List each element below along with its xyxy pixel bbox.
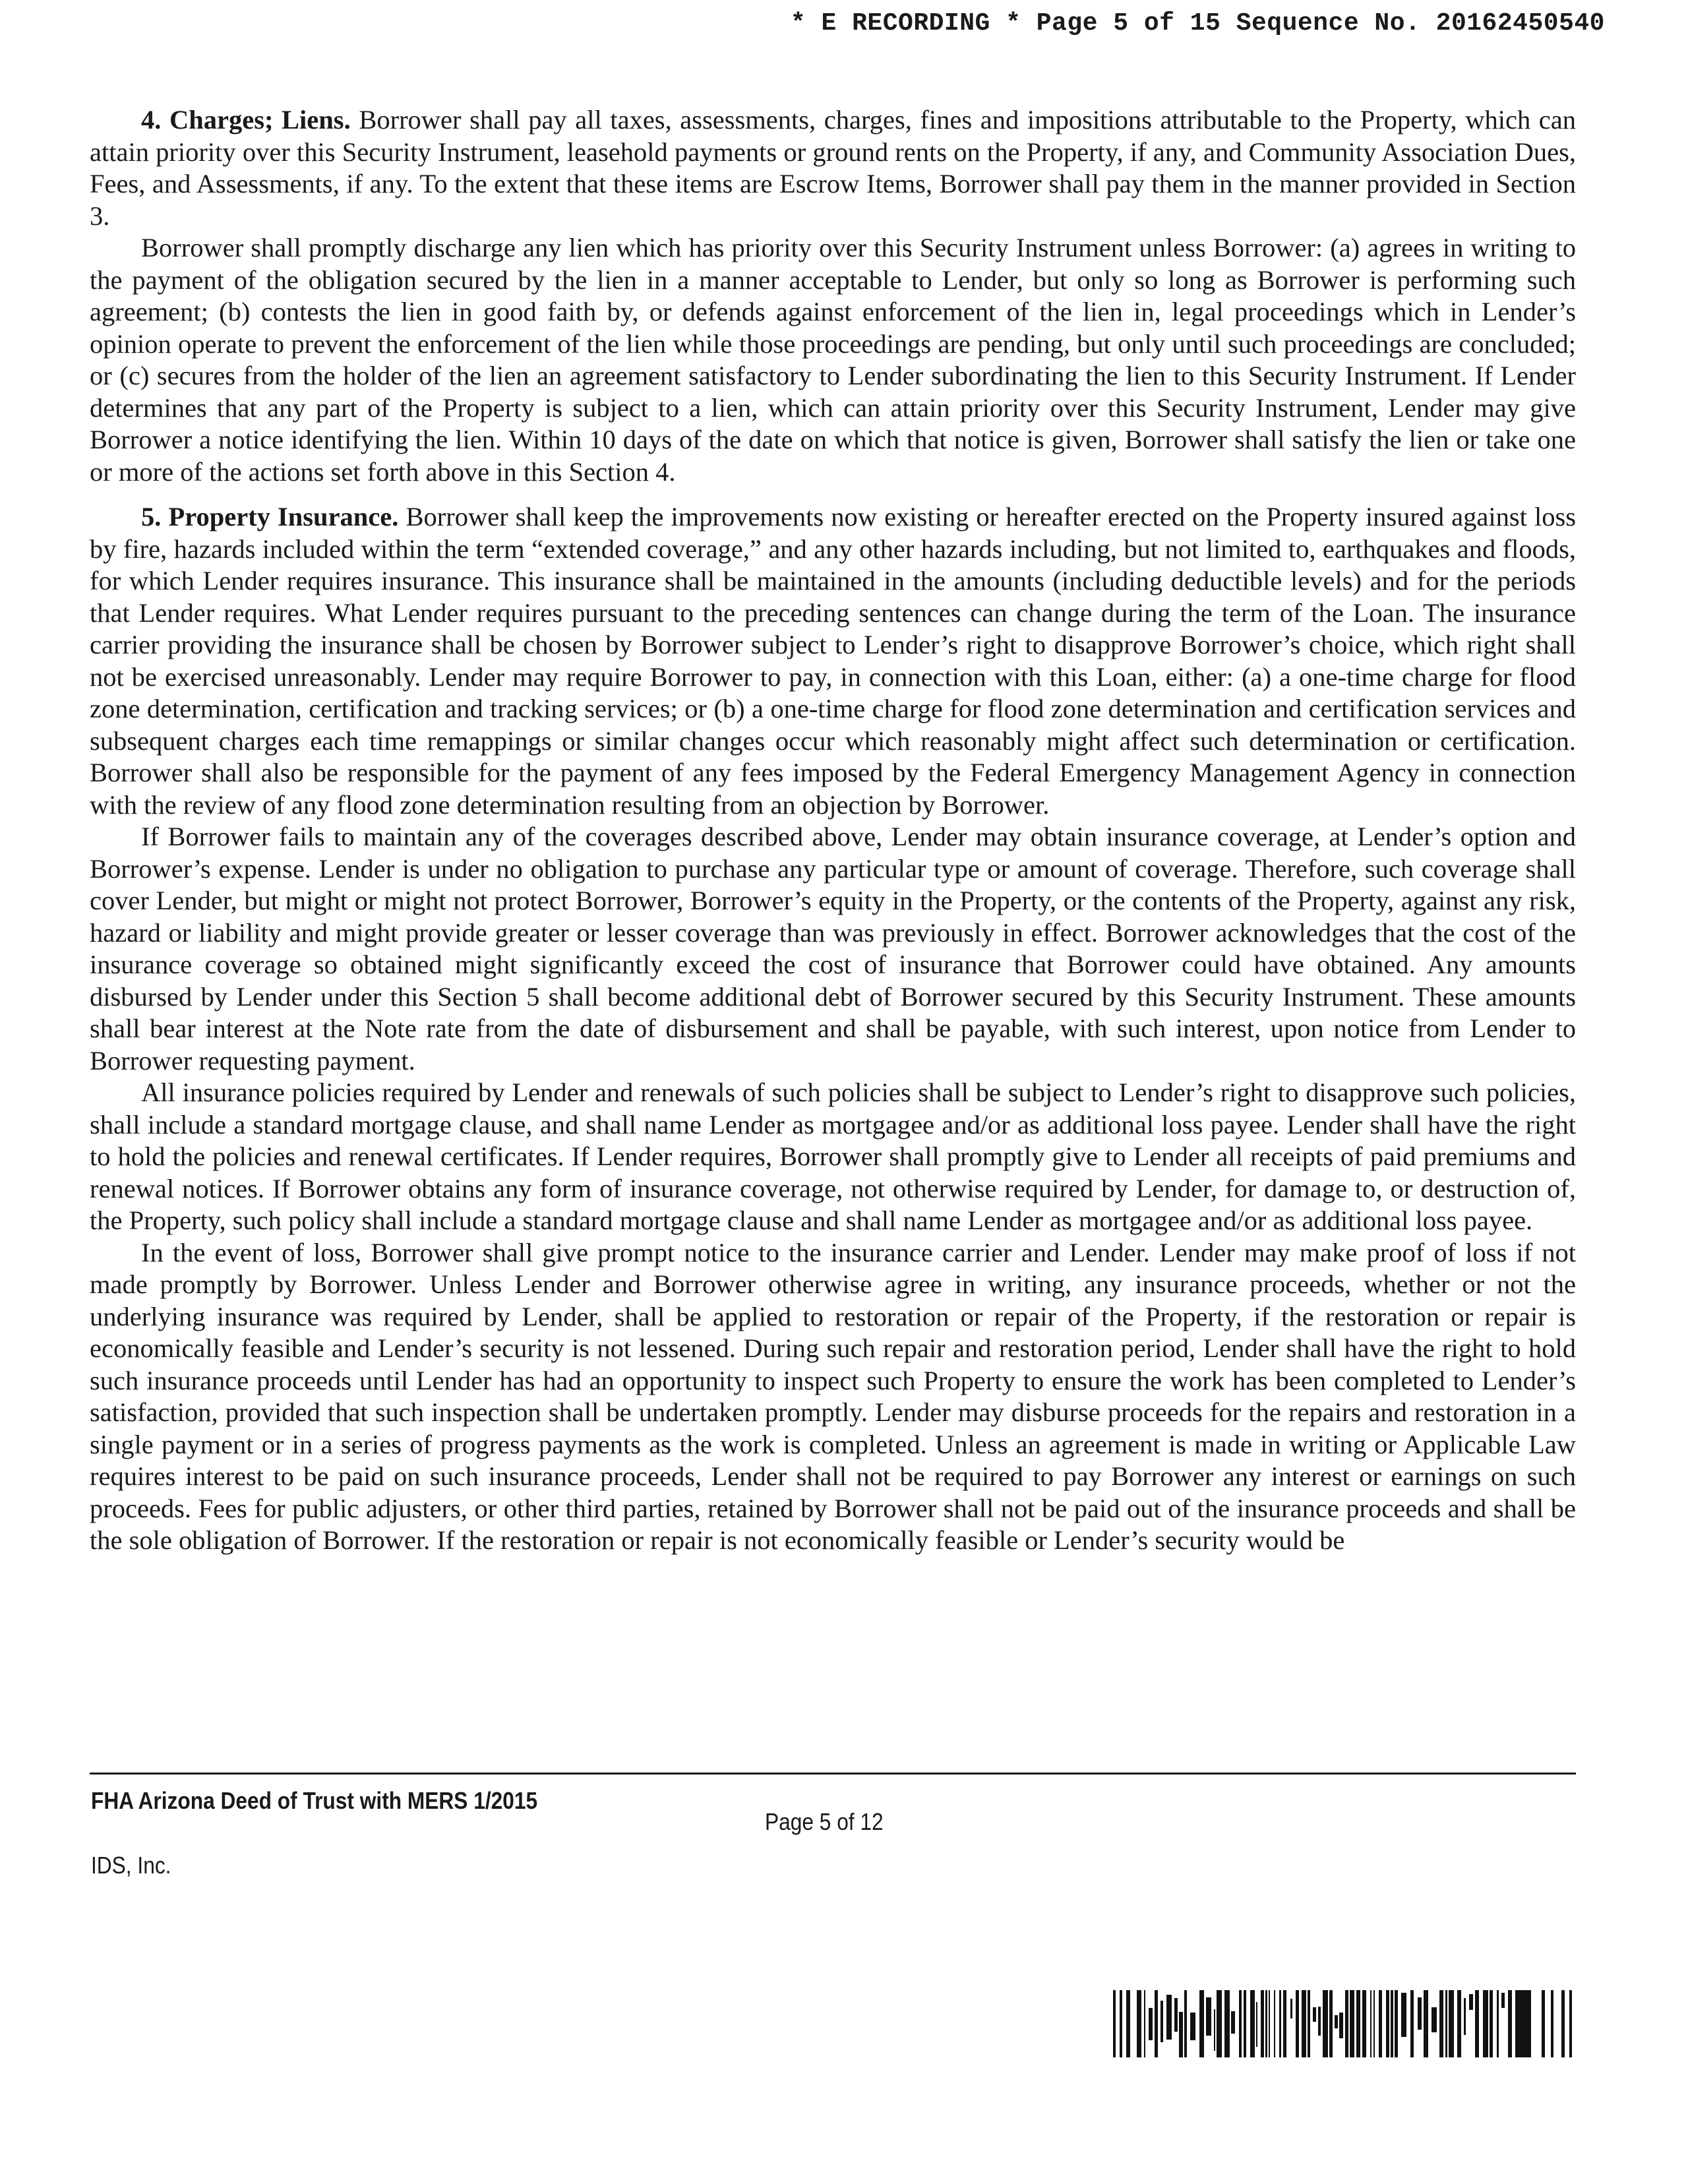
section-4-heading: 4. Charges; Liens. <box>141 105 351 135</box>
footer-company: IDS, Inc. <box>91 1852 171 1879</box>
document-body <box>90 104 1576 1557</box>
footer-page-number: Page 5 of 12 <box>765 1808 884 1835</box>
section-5-text: Borrower shall keep the improvements now existing or hereafter erected on the Property insured against loss by fire, hazards included within the term “extended coverage,” and any other hazards including, but not limited to, earthquakes and floods, for which Lender requires insurance. This insurance shall be maintained in the amounts (including deductible levels) and for the periods that Lender requires. What Lender requires pursuant to the preceding sentences can change during the term of the Loan. The insurance carrier providing the insurance shall be chosen by Borrower subject to Lender’s right to disapprove Borrower’s choice, which right shall not be exercised unreasonably. Lender may require Borrower to pay, in connection with this Loan, either: (a) a one-time charge for flood zone determination, certification and tracking services; or (b) a one-time charge for flood zone determination and certification services and subsequent charges each time remappings or similar changes occur which reasonably might affect such determination or certification. Borrower shall also be responsible for the payment of any fees imposed by the Federal Emergency Management Agency in connection with the review of any flood zone determination resulting from an objection by Borrower. <box>90 502 1577 820</box>
section-4-text: Borrower shall pay all taxes, assessments, charges, fines and impositions attributable to the Property, which can attain priority over this Security Instrument, leasehold payments or ground rents on the Property, if any, and Community Association Dues, Fees, and Assessments, if any. To the extent that these items are Escrow Items, Borrower shall pay them in the manner provided in Section 3. <box>90 105 1577 231</box>
section-4-paragraph-1 <box>90 104 1576 232</box>
section-5-heading: 5. Property Insurance. <box>141 502 399 531</box>
barcode <box>1113 1990 1573 2057</box>
section-5-paragraph-4: In the event of loss, Borrower shall give prompt notice to the insurance carrier and Lender. Lender may make proof of loss if not made promptly by Borrower. Unless Lender and Borrower otherwise agree in writing, any insurance proceeds, whether or not the underlying insurance was required by Lender, shall be applied to restoration or repair of the Property, if the restoration or repair is economically feasible and Lender’s security is not lessened. During such repair and restoration period, Lender shall have the right to hold such insurance proceeds until Lender has had an opportunity to inspect such Property to ensure the work has been completed to Lender’s satisfaction, provided that such inspection shall be undertaken promptly. Lender may disburse proceeds for the repairs and restoration in a single payment or in a series of progress payments as the work is completed. Unless an agreement is made in writing or Applicable Law requires interest to be paid on such insurance proceeds, Lender shall not be required to pay Borrower any interest or earnings on such proceeds. Fees for public adjusters, or other third parties, retained by Borrower shall not be paid out of the insurance proceeds and shall be the sole obligation of Borrower. If the restoration or repair is not economically feasible or Lender’s security would be <box>90 1237 1576 1555</box>
footer-divider <box>90 1773 1576 1774</box>
footer-form-title: FHA Arizona Deed of Trust with MERS 1/2015 <box>91 1787 538 1814</box>
recording-header: * E RECORDING * Page 5 of 15 Sequence No. 20162450540 <box>790 9 1605 38</box>
section-4-paragraph-2: Borrower shall promptly discharge any lien which has priority over this Security Instrument unless Borrower: (a) agrees in writing to the payment of the obligation secured by the lien in a manner acceptable to Lender, but only so long as Borrower is performing such agreement; (b) contests the lien in good faith by, or defends against enforcement of the lien in, legal proceedings which in Lender’s opinion operate to prevent the enforcement of the lien while those proceedings are pending, but only until such proceedings are concluded; or (c) secures from the holder of the lien an agreement satisfactory to Lender subordinating the lien to this Security Instrument. If Lender determines that any part of the Property is subject to a lien, which can attain priority over this Security Instrument, Lender may give Borrower a notice identifying the lien. Within 10 days of the date on which that notice is given, Borrower shall satisfy the lien or take one or more of the actions set forth above in this Section 4. <box>90 233 1576 487</box>
section-5-paragraph-1 <box>90 501 1576 821</box>
section-5-paragraph-3: All insurance policies required by Lender and renewals of such policies shall be subject to Lender’s right to disapprove such policies, shall include a standard mortgage clause, and shall name Lender as mortgagee and/or as additional loss payee. Lender shall have the right to hold the policies and renewal certificates. If Lender requires, Borrower shall promptly give to Lender all receipts of paid premiums and renewal notices. If Borrower obtains any form of insurance coverage, not otherwise required by Lender, for damage to, or destruction of, the Property, such policy shall include a standard mortgage clause and shall name Lender as mortgagee and/or as additional loss payee. <box>90 1077 1576 1235</box>
section-5-paragraph-2: If Borrower fails to maintain any of the coverages described above, Lender may obtain insurance coverage, at Lender’s option and Borrower’s expense. Lender is under no obligation to purchase any particular type or amount of coverage. Therefore, such coverage shall cover Lender, but might or might not protect Borrower, Borrower’s equity in the Property, or the contents of the Property, against any risk, hazard or liability and might provide greater or lesser coverage than was previously in effect. Borrower acknowledges that the cost of the insurance coverage so obtained might significantly exceed the cost of insurance that Borrower could have obtained. Any amounts disbursed by Lender under this Section 5 shall become additional debt of Borrower secured by this Security Instrument. These amounts shall bear interest at the Note rate from the date of disbursement and shall be payable, with such interest, upon notice from Lender to Borrower requesting payment. <box>90 822 1576 1076</box>
